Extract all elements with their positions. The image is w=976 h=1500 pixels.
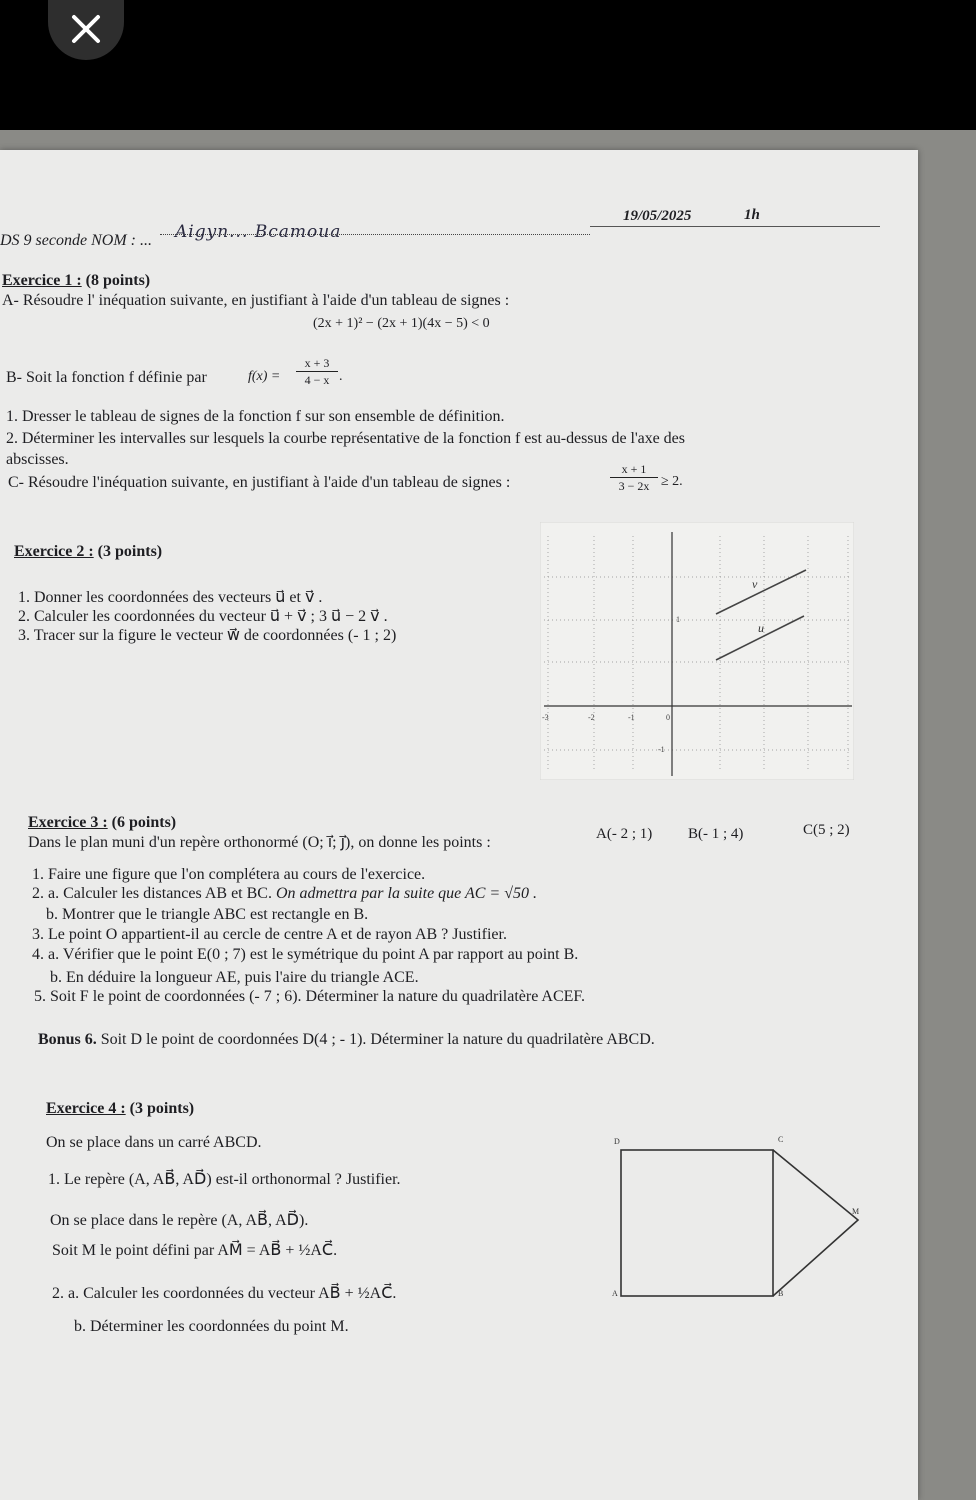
- name-dotted-line: [160, 234, 590, 235]
- viewer-top-bar: [0, 0, 976, 130]
- ex2-tick-x-1: -3: [542, 713, 549, 722]
- ex3-q2a-text: 2. a. Calculer les distances AB et BC.: [32, 885, 272, 902]
- ex1-b2-cont: abscisses.: [6, 451, 69, 468]
- ex3-q4a: 4. a. Vérifier que le point E(0 ; 7) est le symétrique du point A par rapport au point B.: [32, 946, 579, 963]
- ex2-points: (3 points): [97, 543, 163, 560]
- ex2-q2: 2. Calculer les coordonnées du vecteur u⃗ + v⃗ ; 3 u⃗ − 2 v⃗ .: [18, 608, 388, 625]
- ex2-tick-y-1: 1: [676, 615, 680, 624]
- ex1-heading: [2, 272, 150, 290]
- ex3-heading: [28, 814, 176, 832]
- ex1-c-fraction: [610, 462, 658, 494]
- ex1-b1: 1. Dresser le tableau de signes de la fonction f sur son ensemble de définition.: [6, 408, 505, 425]
- ex3-q5: 5. Soit F le point de coordonnées (- 7 ; 6). Déterminer la nature du quadrilatère ACEF.: [34, 988, 586, 1005]
- close-button[interactable]: [48, 0, 124, 60]
- ex2-q3: 3. Tracer sur la figure le vecteur w⃗ de coordonnées (- 1 ; 2): [18, 627, 397, 644]
- ex3-q4b: b. En déduire la longueur AE, puis l'aire du triangle ACE.: [50, 969, 419, 986]
- ex1-b-f: f(x) =: [248, 369, 281, 384]
- ex3-point-c: C(5 ; 2): [803, 822, 850, 838]
- ex1-a-text: A- Résoudre l' inéquation suivante, en justifiant à l'aide d'un tableau de signes :: [2, 292, 510, 309]
- ex4-label-a: A: [612, 1289, 618, 1298]
- ex1-b-denominator: 4 − x: [304, 373, 330, 387]
- ex3-bonus: [38, 1031, 655, 1049]
- ex4-l2: 1. Le repère (A, AB⃗, AD⃗) est-il orthonormal ? Justifier.: [48, 1171, 401, 1188]
- ex4-l1: On se place dans un carré ABCD.: [46, 1134, 262, 1151]
- ex1-b-fraction: [296, 356, 338, 388]
- ex1-b-numerator: x + 3: [296, 356, 338, 372]
- ex3-bonus-text: Soit D le point de coordonnées D(4 ; - 1). Déterminer la nature du quadrilatère ABCD.: [100, 1031, 655, 1048]
- ex3-title: Exercice 3 :: [28, 814, 108, 831]
- ex4-label-b: B: [778, 1289, 784, 1298]
- ex2-vector-figure: [540, 522, 854, 780]
- ex3-point-a: A(- 2 ; 1): [596, 826, 653, 842]
- header-rule: [590, 226, 880, 227]
- ex1-c-tail: ≥ 2.: [661, 474, 683, 489]
- ex3-points: (6 points): [111, 814, 177, 831]
- ex4-l5: 2. a. Calculer les coordonnées du vecteur AB⃗ + ½AC⃗.: [52, 1285, 397, 1302]
- ex1-c-denominator: 3 − 2x: [618, 479, 650, 493]
- ex1-points: (8 points): [85, 272, 151, 289]
- ex4-square-figure: [606, 1130, 876, 1305]
- ex3-q1: 1. Faire une figure que l'on complétera au cours de l'exercice.: [32, 866, 426, 883]
- ex3-point-b: B(- 1 ; 4): [688, 826, 744, 842]
- ex2-title: Exercice 2 :: [14, 543, 94, 560]
- ex4-square: [621, 1150, 773, 1296]
- ex4-points: (3 points): [129, 1100, 195, 1117]
- ex2-tick-x-4: 0: [666, 713, 670, 722]
- student-signature: Aigyn... Bcamoua: [175, 222, 342, 242]
- ex2-label-v: v⃗: [752, 577, 767, 591]
- ex4-label-m: M: [852, 1207, 860, 1216]
- ex2-label-u: u⃗: [758, 621, 774, 635]
- ex3-q2a: [32, 885, 537, 903]
- header-left: DS 9 seconde NOM : ...: [0, 232, 152, 249]
- ex4-l3: On se place dans le repère (A, AB⃗, AD⃗).: [50, 1212, 309, 1229]
- ex4-triangle: [773, 1150, 858, 1296]
- ex1-title: Exercice 1 :: [2, 272, 82, 289]
- ex2-heading: [14, 543, 162, 561]
- close-icon: [69, 12, 103, 46]
- ex1-b2: 2. Déterminer les intervalles sur lesquels la courbe représentative de la fonction f est au-dessus de l'axe des: [6, 430, 685, 447]
- ex3-q2b: b. Montrer que le triangle ABC est rectangle en B.: [46, 906, 369, 923]
- header-date: 19/05/2025: [623, 208, 692, 224]
- ex2-tick-x-2: -2: [588, 713, 595, 722]
- ex1-b-dot: .: [339, 369, 343, 384]
- ex1-c-numerator: x + 1: [610, 462, 658, 478]
- ex4-heading: [46, 1100, 194, 1118]
- ex3-bonus-label: Bonus 6.: [38, 1031, 97, 1048]
- ex3-q2a-note: On admettra par la suite que AC = √50 .: [275, 885, 538, 902]
- ex1-a-formula: (2x + 1)² − (2x + 1)(4x − 5) < 0: [313, 316, 490, 331]
- ex4-l4: Soit M le point défini par AM⃗ = AB⃗ + ½AC⃗.: [52, 1242, 338, 1259]
- ex4-label-c: C: [778, 1135, 784, 1144]
- ex2-tick-y-2: -1: [658, 745, 665, 754]
- ex3-intro: Dans le plan muni d'un repère orthonormé (O; i⃗; j⃗), on donne les points :: [28, 834, 491, 851]
- ex2-q1: 1. Donner les coordonnées des vecteurs u⃗ et v⃗ .: [18, 589, 323, 606]
- ex3-q3: 3. Le point O appartient-il au cercle de centre A et de rayon AB ? Justifier.: [32, 926, 507, 943]
- ex1-c-text: C- Résoudre l'inéquation suivante, en justifiant à l'aide d'un tableau de signes :: [8, 474, 511, 491]
- ex4-title: Exercice 4 :: [46, 1100, 126, 1117]
- ex4-l6: b. Déterminer les coordonnées du point M.: [74, 1318, 349, 1335]
- ex4-label-d: D: [614, 1137, 620, 1146]
- header-duration: 1h: [744, 207, 760, 223]
- ex2-tick-x-3: -1: [628, 713, 635, 722]
- ex1-b-text: B- Soit la fonction f définie par: [6, 369, 207, 386]
